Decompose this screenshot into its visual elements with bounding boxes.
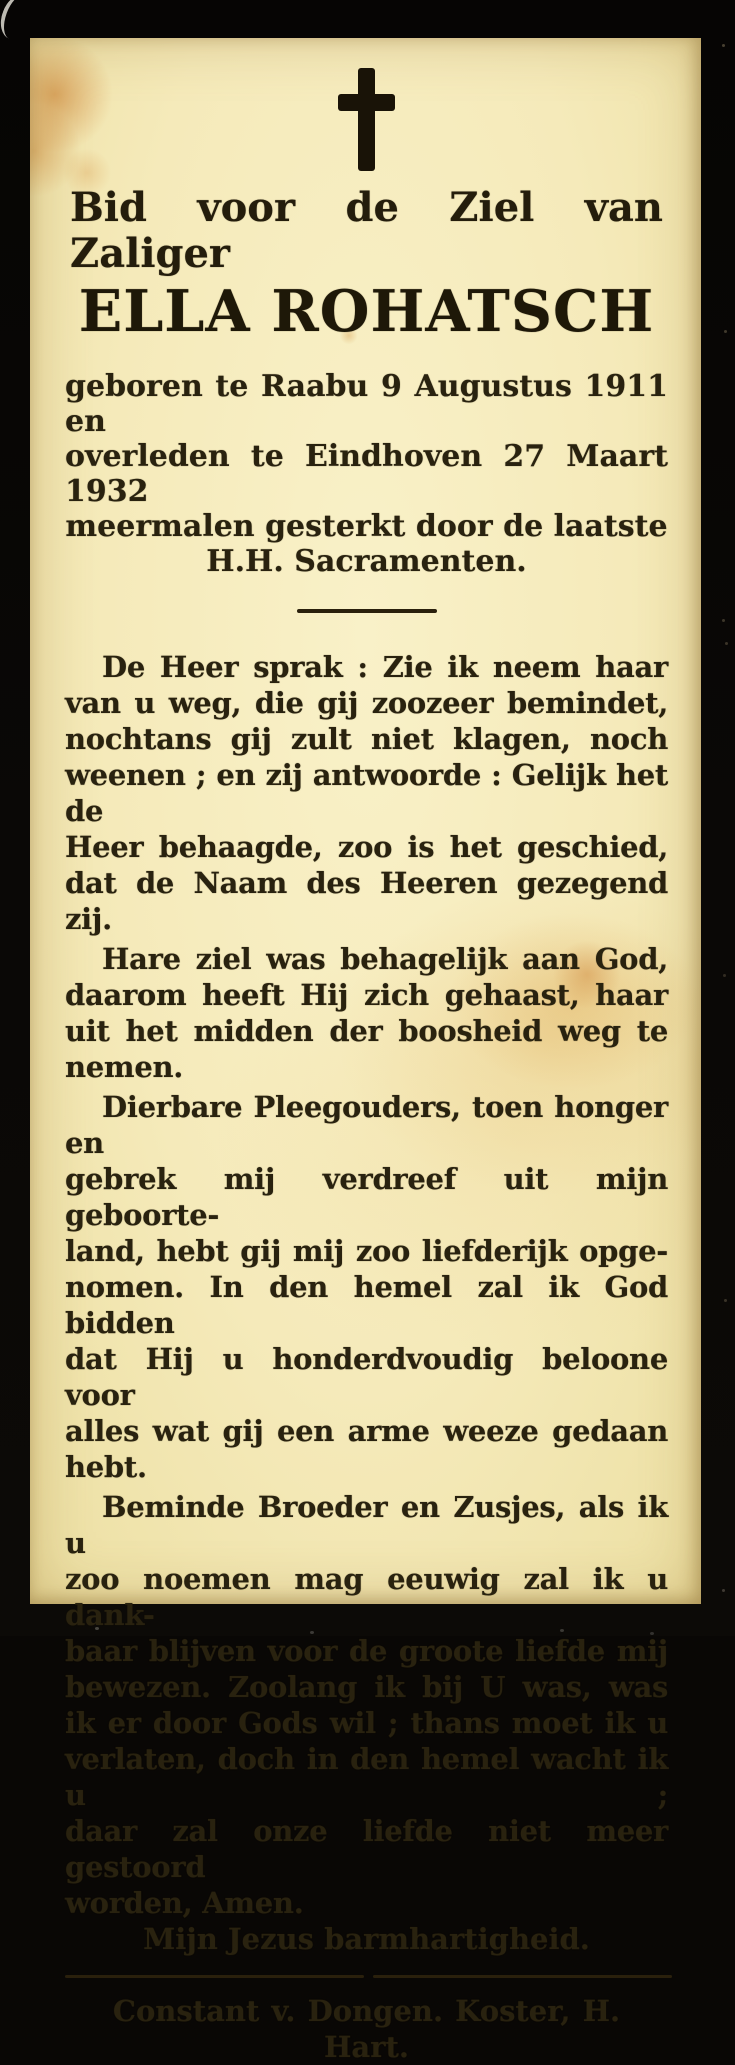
prayer-paragraph xyxy=(65,649,668,937)
paragraph-line: daar zal onze liefde niet meer gestoord xyxy=(65,1814,668,1884)
paragraph-line: worden, Amen. xyxy=(65,1886,304,1920)
section-divider xyxy=(297,609,437,613)
latin-cross-icon xyxy=(338,68,395,171)
scan-artifact-specks xyxy=(722,44,725,47)
vitae-line: overleden te Eindhoven 27 Maart 1932 xyxy=(65,439,668,509)
prayer-paragraph xyxy=(65,941,668,1085)
paragraph-line: nochtans gij zult niet klagen, noch xyxy=(65,722,668,756)
divider-segment xyxy=(65,1975,364,1978)
paragraph-line: bewezen. Zoolang ik bij U was, was xyxy=(65,1670,668,1704)
vitae-line: meermalen gesterkt door de laatste xyxy=(65,509,668,544)
cross-vertical-bar xyxy=(358,68,375,171)
paragraph-line: weenen ; en zij antwoorde : Gelijk het de xyxy=(65,758,668,828)
paragraph-line: Dierbare Pleegouders, toen honger en xyxy=(65,1090,668,1160)
colophon-divider xyxy=(65,1975,672,1978)
paragraph-line: ik er door Gods wil ; thans moet ik u xyxy=(65,1706,668,1740)
vitae-line: geboren te Raabu 9 Augustus 1911 en xyxy=(65,369,668,439)
paragraph-line: uit het midden der boosheid weg te xyxy=(65,1014,668,1048)
paragraph-line: dat Hij u honderdvoudig beloone voor xyxy=(65,1342,668,1412)
paragraph-line: Beminde Broeder en Zusjes, als ik u xyxy=(65,1490,668,1560)
paragraph-line: van u weg, die gij zoozeer bemindet, xyxy=(65,686,668,720)
paragraph-line: alles wat gij een arme weeze gedaan xyxy=(65,1414,668,1448)
vitae-block xyxy=(65,369,668,579)
paragraph-line: De Heer sprak : Zie ik neem haar xyxy=(102,650,668,684)
paragraph-line: zoo noemen mag eeuwig zal ik u dank- xyxy=(65,1562,668,1632)
memorial-card xyxy=(30,38,701,2064)
paragraph-line: nemen. xyxy=(65,1050,184,1084)
paragraph-line: Heer behaagde, zoo is het geschied, xyxy=(65,830,668,864)
paragraph-line: Hare ziel was behagelijk aan God, xyxy=(102,942,668,976)
colophon-line: Constant v. Dongen. Koster, H. Hart. xyxy=(112,1994,621,2064)
paragraph-line: verlaten, doch in den hemel wacht ik u ; xyxy=(65,1742,668,1812)
paragraph-line: gebrek mij verdreef uit mijn geboorte- xyxy=(65,1162,668,1232)
paragraph-line: daarom heeft Hij zich gehaast, haar xyxy=(65,978,668,1012)
divider-segment xyxy=(373,1975,672,1978)
cross-horizontal-bar xyxy=(338,94,395,111)
prayer-paragraph xyxy=(65,1489,668,1921)
paragraph-line: baar blijven voor de groote liefde mij xyxy=(65,1634,668,1668)
paragraph-line: hebt. xyxy=(65,1450,147,1484)
paragraph-line: nomen. In den hemel zal ik God bidden xyxy=(65,1270,668,1340)
paragraph-line: dat de Naam des Heeren gezegend zij. xyxy=(65,866,668,936)
deceased-name: ELLA ROHATSCH xyxy=(78,278,655,345)
invocation-line: Bid voor de Ziel van Zaliger xyxy=(70,184,663,277)
aspiration-line: Mijn Jezus barmhartigheid. xyxy=(143,1922,590,1956)
vitae-line: H.H. Sacramenten. xyxy=(206,544,527,579)
prayer-paragraph xyxy=(65,1089,668,1485)
paragraph-line: land, hebt gij mij zoo liefderijk opge- xyxy=(65,1234,668,1268)
